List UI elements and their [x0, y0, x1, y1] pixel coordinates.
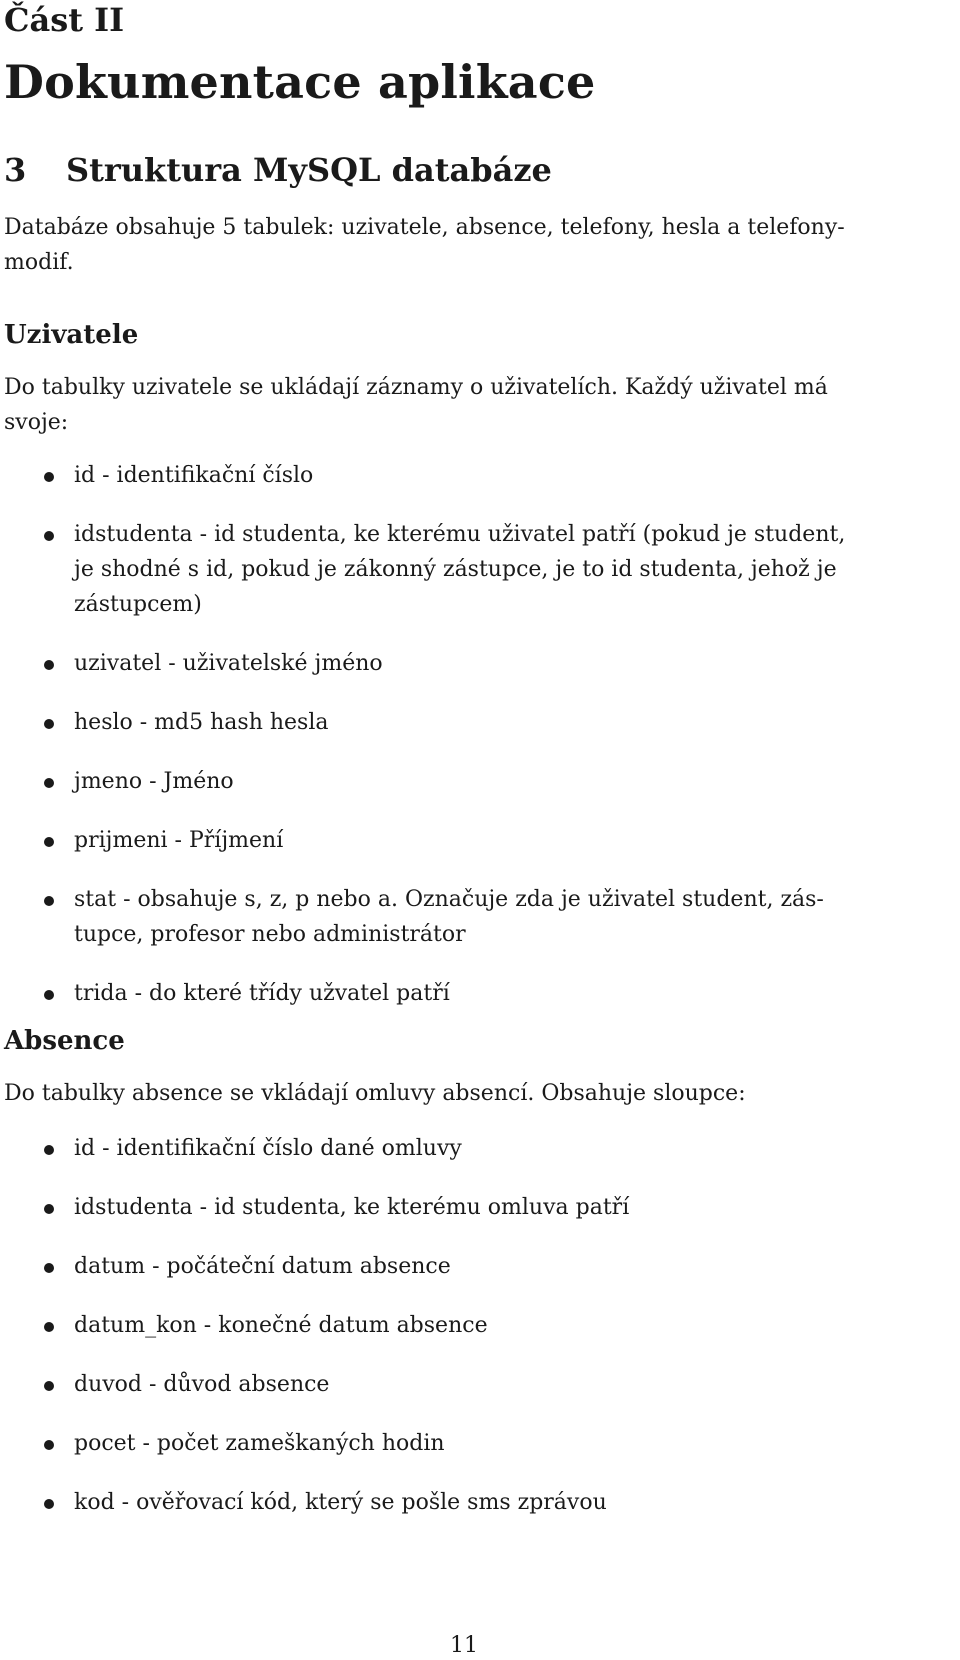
bullet-icon: [44, 1263, 54, 1273]
bullet-icon: [44, 1204, 54, 1214]
list-item-text: je shodné s id, pokud je zákonný zástupce, je to id studenta, jehož je: [74, 557, 837, 582]
uzivatele-intro: [4, 370, 949, 440]
uzivatele-intro-line-1: Do tabulky uzivatele se ukládají záznamy o uživatelích. Každý uživatel má: [4, 375, 828, 400]
bullet-icon: [44, 1145, 54, 1155]
list-item-text: duvod - důvod absence: [74, 1372, 330, 1397]
uzivatele-column-list: [4, 458, 949, 1035]
list-item-text: kod - ověřovací kód, který se pošle sms zprávou: [74, 1490, 607, 1515]
list-item-text: datum - počáteční datum absence: [74, 1254, 451, 1279]
list-item-text: pocet - počet zameškaných hodin: [74, 1431, 445, 1456]
list-item-text: uzivatel - uživatelské jméno: [74, 651, 383, 676]
list-item-text: tupce, profesor nebo administrátor: [74, 922, 466, 947]
bullet-icon: [44, 1499, 54, 1509]
uzivatele-heading: Uzivatele: [4, 320, 139, 350]
list-item: [4, 823, 949, 858]
list-item: [4, 517, 949, 622]
bullet-icon: [44, 472, 54, 482]
absence-heading: Absence: [4, 1026, 125, 1056]
bullet-icon: [44, 660, 54, 670]
page-number: 11: [450, 1633, 478, 1658]
list-item: [4, 705, 949, 740]
list-item: [4, 882, 949, 952]
bullet-icon: [44, 896, 54, 906]
absence-intro: Do tabulky absence se vkládají omluvy absencí. Obsahuje sloupce:: [4, 1081, 746, 1106]
list-item-text: prijmeni - Příjmení: [74, 828, 284, 853]
list-item-text: id - identifikační číslo: [74, 463, 314, 488]
section-number: 3: [4, 151, 27, 189]
list-item: [4, 1426, 949, 1461]
list-item-text: jmeno - Jméno: [74, 769, 234, 794]
list-item: [4, 1249, 949, 1284]
section-title: Struktura MySQL databáze: [66, 151, 552, 189]
absence-column-list: [4, 1131, 949, 1544]
list-item: [4, 1485, 949, 1520]
bullet-icon: [44, 1381, 54, 1391]
section-intro-line-1: Databáze obsahuje 5 tabulek: uzivatele, absence, telefony, hesla a telefony-: [4, 215, 845, 240]
list-item: [4, 458, 949, 493]
list-item: [4, 1367, 949, 1402]
list-item-text: stat - obsahuje s, z, p nebo a. Označuje zda je uživatel student, zás-: [74, 887, 824, 912]
bullet-icon: [44, 778, 54, 788]
list-item: [4, 764, 949, 799]
list-item-text: idstudenta - id studenta, ke kterému uživatel patří (pokud je student,: [74, 522, 846, 547]
section-heading: [4, 150, 552, 190]
list-item-text: datum_kon - konečné datum absence: [74, 1313, 488, 1338]
list-item: [4, 976, 949, 1011]
part-label: Část II: [4, 1, 125, 39]
bullet-icon: [44, 837, 54, 847]
uzivatele-intro-line-2: svoje:: [4, 410, 69, 435]
part-title: Dokumentace aplikace: [4, 55, 596, 109]
section-intro-line-2: modif.: [4, 250, 74, 275]
list-item: [4, 1308, 949, 1343]
list-item-text: trida - do které třídy užvatel patří: [74, 981, 450, 1006]
list-item: [4, 646, 949, 681]
bullet-icon: [44, 719, 54, 729]
list-item: [4, 1190, 949, 1225]
section-intro: [4, 210, 949, 280]
list-item-text: heslo - md5 hash hesla: [74, 710, 329, 735]
bullet-icon: [44, 1322, 54, 1332]
bullet-icon: [44, 531, 54, 541]
list-item-text: id - identifikační číslo dané omluvy: [74, 1136, 462, 1161]
list-item-text: idstudenta - id studenta, ke kterému omluva patří: [74, 1195, 630, 1220]
list-item: [4, 1131, 949, 1166]
bullet-icon: [44, 1440, 54, 1450]
bullet-icon: [44, 990, 54, 1000]
list-item-text: zástupcem): [74, 592, 202, 617]
